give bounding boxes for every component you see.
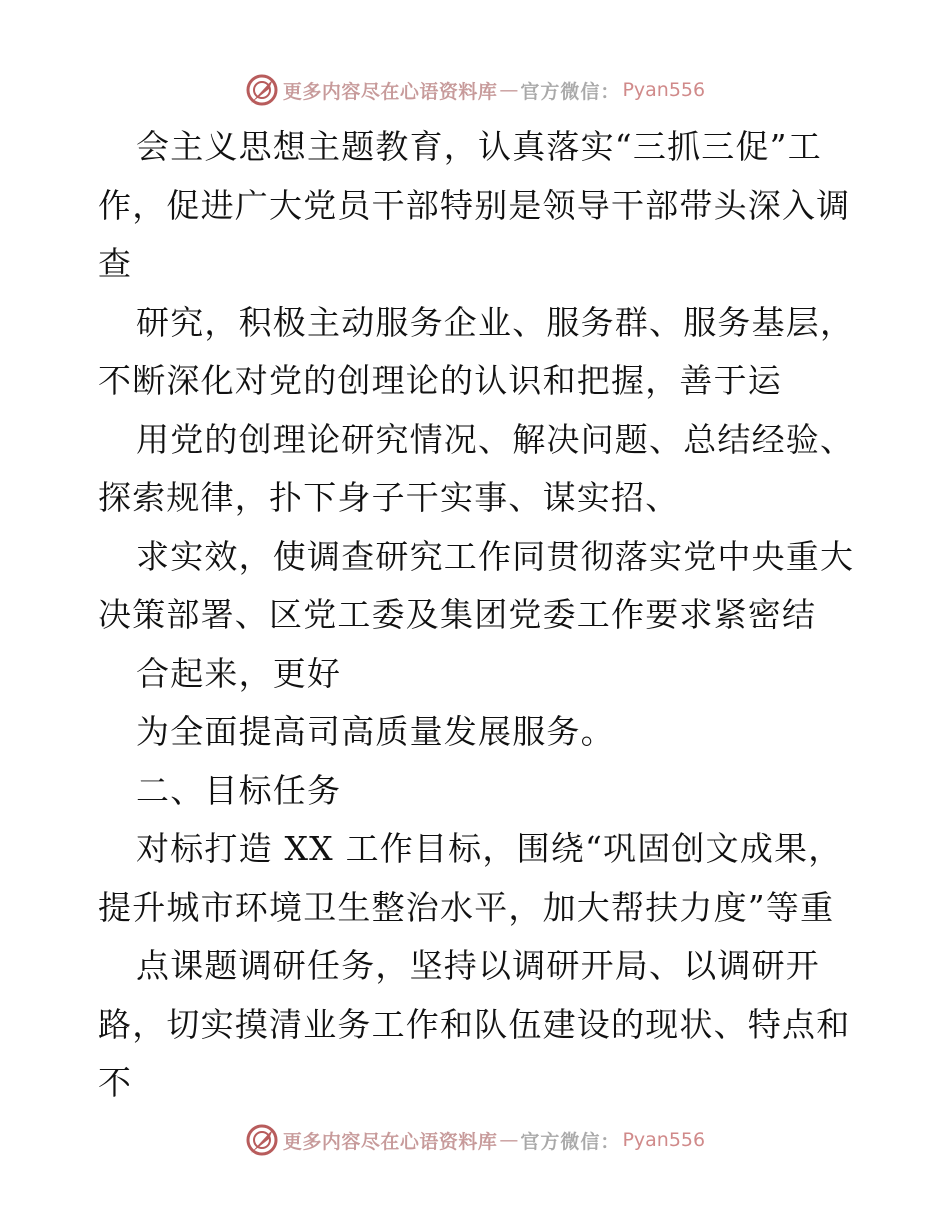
watermark-wechat-id: Pyan556 [622, 79, 706, 101]
text-line: 点课题调研任务，坚持以调研开局、以调研开 [136, 946, 820, 985]
watermark-text: 更多内容尽在心语资料库 [282, 1130, 498, 1153]
text-line: 用党的创理论研究情况、解决问题、总结经验、 [136, 419, 855, 459]
text-line: 探索规律，扑下身子干实事、谋实招、 [98, 478, 680, 517]
text-line: 合起来，更好 [136, 653, 342, 693]
watermark-wechat-id: Pyan556 [622, 1129, 706, 1151]
header-watermark [0, 70, 950, 110]
text-line: 研究，积极主动服务企业、服务群、服务基层， [136, 302, 855, 342]
text-line: 作，促进广大党员干部特别是领导干部带头深入调 [98, 185, 851, 225]
document-body [98, 118, 858, 1113]
watermark-separator: — [499, 79, 519, 101]
watermark-official-label: 官方微信： [520, 1130, 621, 1153]
watermark-text: 更多内容尽在心语资料库 [282, 80, 498, 103]
text-line: 对标打造 XX 工作目标，围绕“巩固创文成果， [136, 829, 843, 868]
text-line: 不 [98, 1063, 133, 1102]
text-line: 为全面提高司高质量发展服务。 [136, 712, 615, 751]
watermark-official-label: 官方微信： [520, 80, 621, 103]
footer-watermark [0, 1120, 950, 1160]
quill-logo-icon [245, 1123, 279, 1157]
watermark-separator: — [499, 1129, 519, 1151]
text-line: 求实效，使调查研究工作同贯彻落实党中央重大 [136, 536, 855, 576]
text-line: 路，切实摸清业务工作和队伍建设的现状、特点和 [98, 1004, 851, 1044]
text-line: 决策部署、区党工委及集团党委工作要求紧密结 [98, 595, 817, 634]
text-line: 不断深化对党的创理论的认识和把握，善于运 [98, 361, 782, 400]
text-line: 二、目标任务 [136, 770, 342, 810]
text-line: 会主义思想主题教育，认真落实“三抓三促”工 [136, 127, 822, 166]
quill-logo-icon [245, 73, 279, 107]
text-line: 提升城市环境卫生整治水平，加大帮扶力度”等重 [98, 887, 835, 927]
text-line: 查 [98, 244, 133, 283]
